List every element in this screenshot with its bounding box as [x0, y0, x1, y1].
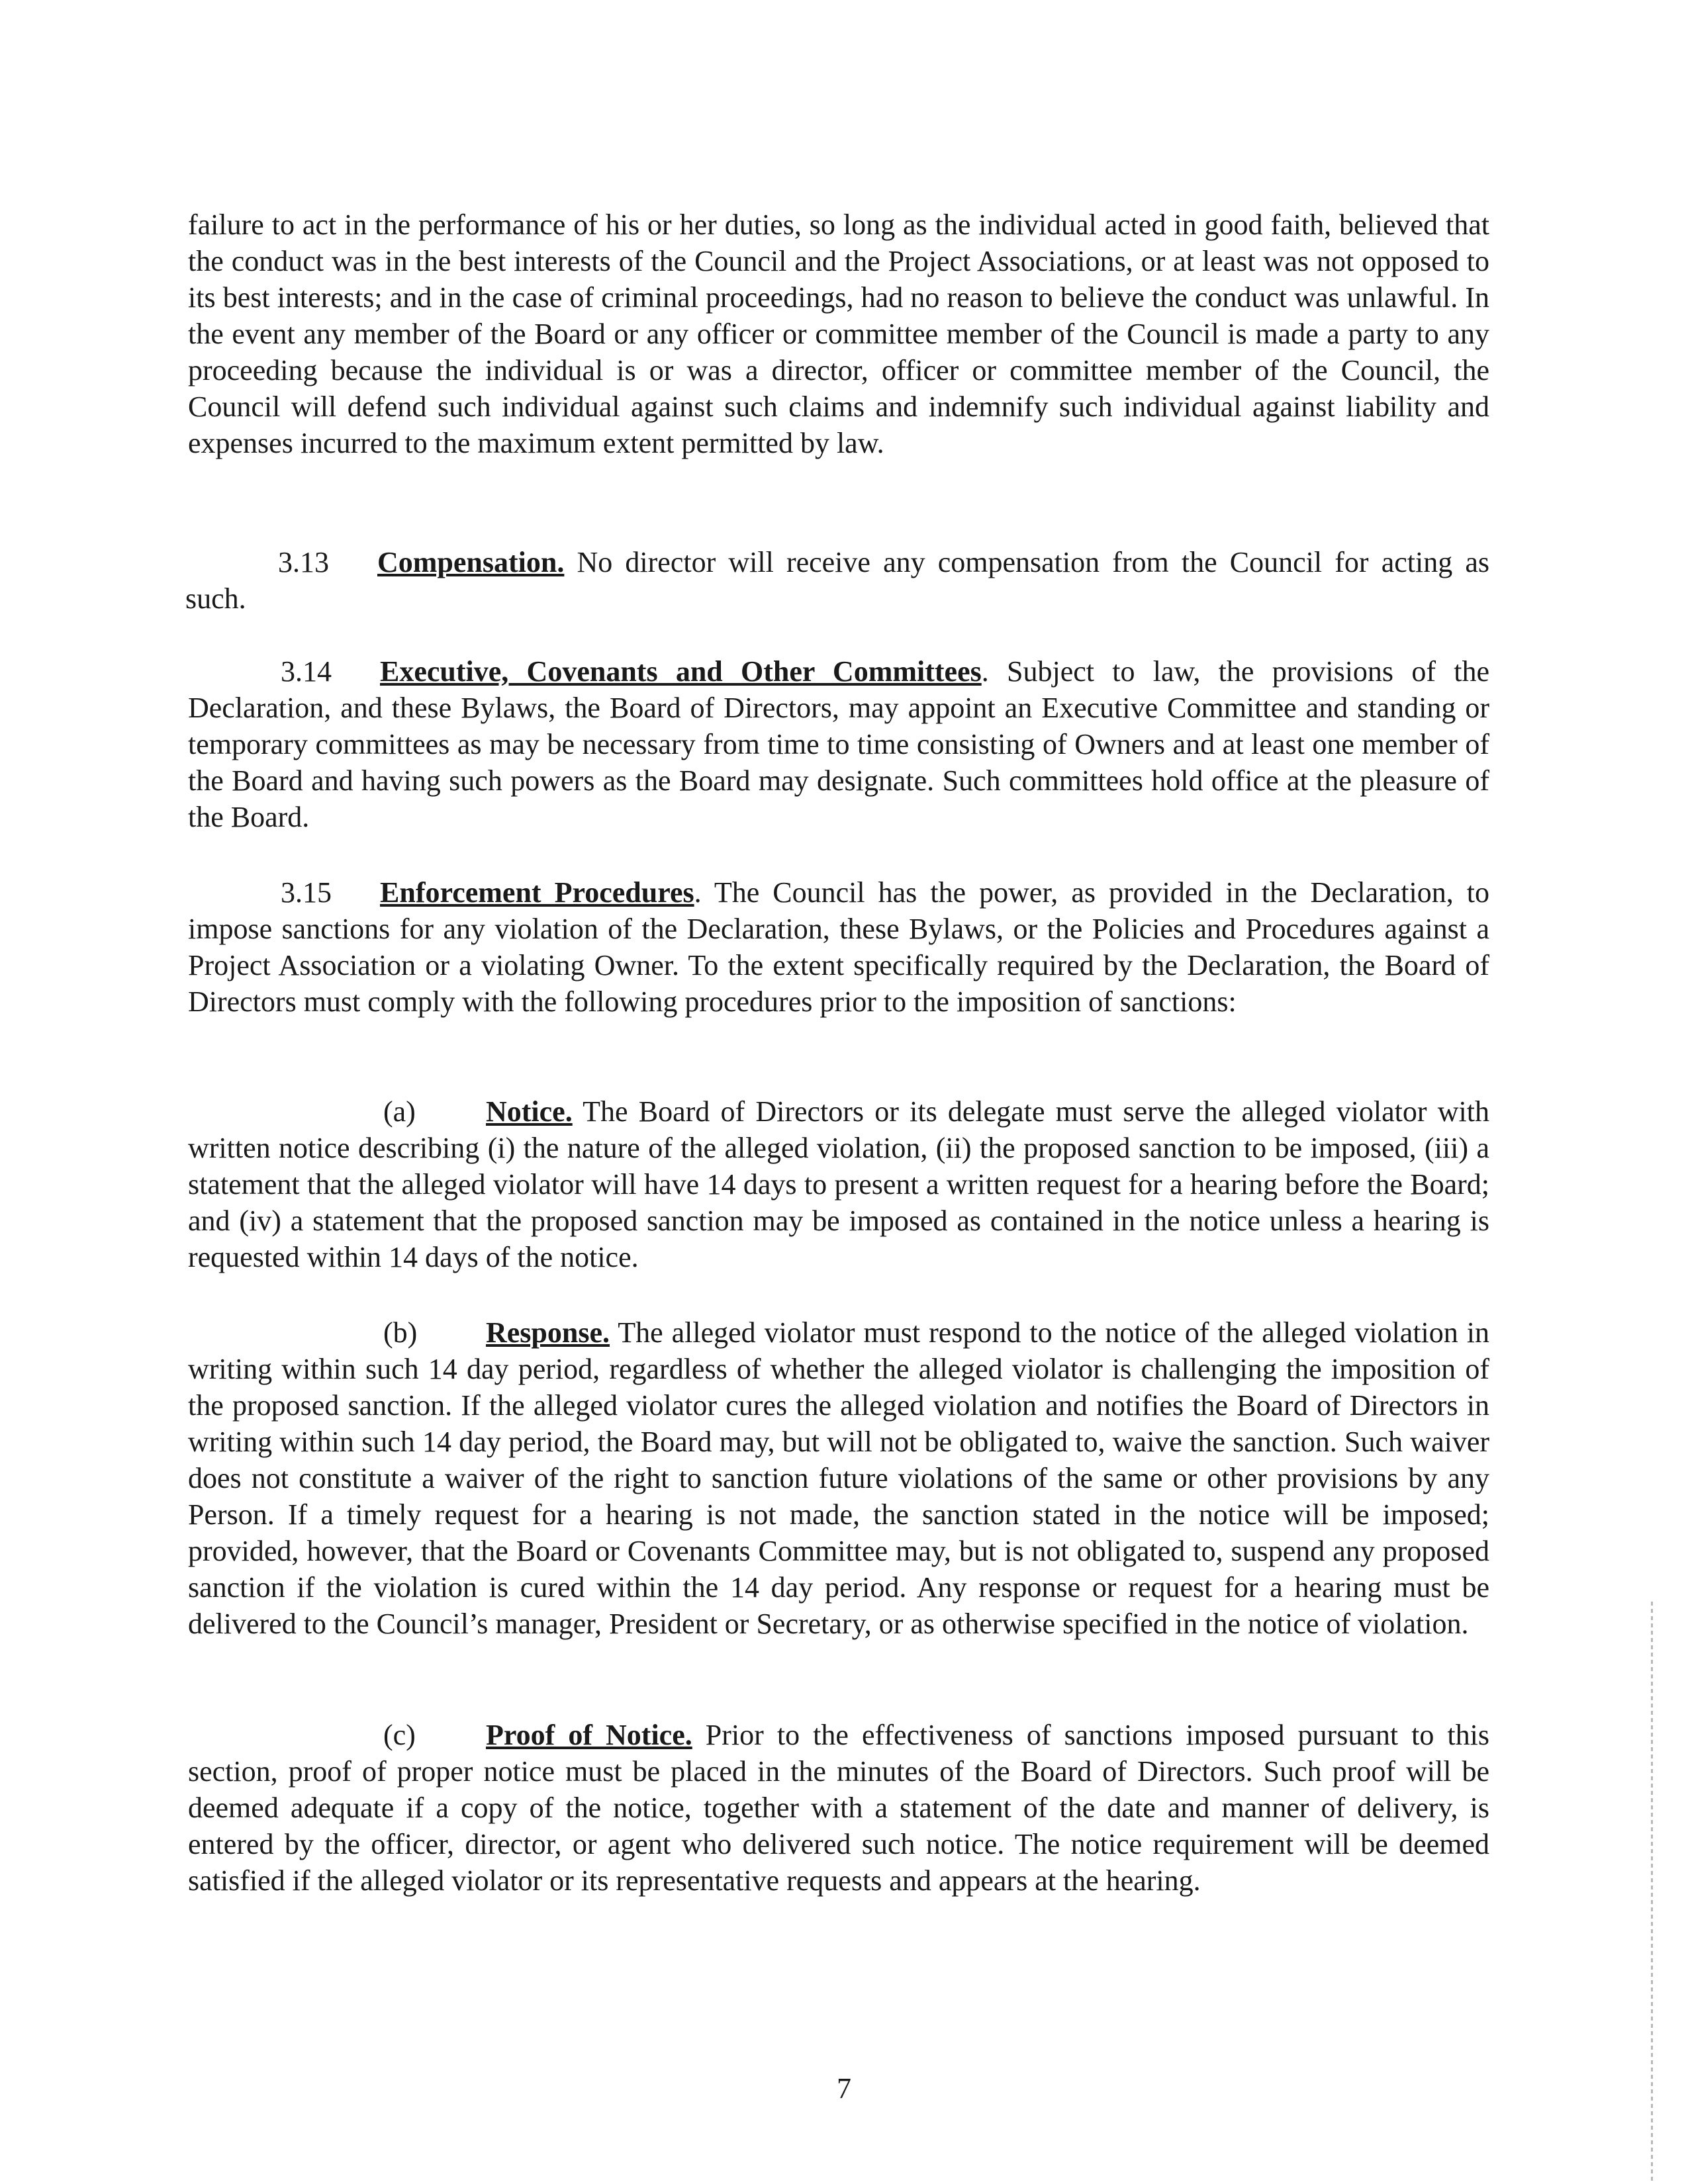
subsection-heading: Response. — [486, 1316, 610, 1349]
page-number: 7 — [837, 2072, 851, 2105]
section-text: . The Council has the power, as provided in the Declaration, to impose sanctions for any violation of the Declaration, these Bylaws, or the Policies and Procedures against a Project Association or a violating Owner. To the extent specifically required by the Declaration, the Board of Directors must comply with the following procedures prior to the imposition of sanctions: — [188, 876, 1489, 1018]
subsection-label: (b) — [383, 1316, 418, 1349]
paragraph-text: failure to act in the performance of his or her duties, so long as the individual acted in good faith, believed that the conduct was in the best interests of the Council and the Project Associations, or at least was not opposed to its best interests; and in the case of criminal proceedings, had no reason to believe the conduct was unlawful. In the event any member of the Board or any officer or committee member of the Council is made a party to any proceeding because the individual is or was a director, officer or committee member of the Council, the Council will defend such individual against such claims and indemnify such individual against liability and expenses incurred to the maximum extent permitted by law. — [188, 208, 1489, 459]
subsection-text: The alleged violator must respond to the notice of the alleged violation in writing within such 14 day period, regardless of whether the alleged violator is challenging the imposition of the proposed sanction. If the alleged violator cures the alleged violation and notifies the Board of Directors in writing within such 14 day period, the Board may, but will not be obligated to, waive the sanction. Such waiver does not constitute a waiver of the right to sanction future violations of the same or other provisions by any Person. If a timely request for a hearing is not made, the sanction stated in the notice will be imposed; provided, however, that the Board or Covenants Committee may, but is not obligated to, suspend any proposed sanction if the violation is cured within the 14 day period. Any response or request for a hearing must be delivered to the Council’s manager, President or Secretary, or as otherwise specified in the notice of violation. — [188, 1316, 1489, 1640]
section-number: 3.13 — [278, 546, 329, 578]
section-text: . Subject to law, the provisions of the Declaration, and these Bylaws, the Board of Directors, may appoint an Executive Committee and standing or temporary committees as may be necessary from time to time consisting of Owners and at least one member of the Board and having such powers as the Board may designate. Such committees hold office at the pleasure of the Board. — [188, 655, 1489, 833]
subsection-label: (c) — [383, 1719, 416, 1751]
paragraph-indemnification-continued — [188, 206, 1489, 461]
subsection-text: The Board of Directors or its delegate must serve the alleged violator with written notice describing (i) the nature of the alleged violation, (ii) the proposed sanction to be imposed, (iii) a statement that the alleged violator will have 14 days to present a written request for a hearing before the Board; and (iv) a statement that the proposed sanction may be imposed as contained in the notice unless a hearing is requested within 14 days of the notice. — [188, 1095, 1489, 1273]
subsection-label: (a) — [383, 1095, 416, 1128]
section-number: 3.14 — [281, 655, 332, 688]
section-heading: Executive, Covenants and Other Committees — [380, 655, 982, 688]
section-heading: Enforcement Procedures — [380, 876, 694, 909]
section-number: 3.15 — [281, 876, 332, 909]
section-text: No director will receive any compensation from the Council for acting as such. — [185, 546, 1489, 615]
subsection-c-proof-of-notice — [188, 1717, 1489, 1899]
subsection-heading: Notice. — [486, 1095, 573, 1128]
section-3-13 — [185, 544, 1489, 617]
subsection-text: Prior to the effectiveness of sanctions imposed pursuant to this section, proof of proper notice must be placed in the minutes of the Board of Directors. Such proof will be deemed adequate if a copy of the notice, together with a statement of the date and manner of delivery, is entered by the officer, director, or agent who delivered such notice. The notice requirement will be deemed satisfied if the alleged violator or its representative requests and appears at the hearing. — [188, 1719, 1489, 1897]
subsection-b-response — [188, 1314, 1489, 1642]
scan-edge-artifact — [1651, 1602, 1653, 2184]
section-heading: Compensation. — [377, 546, 565, 578]
section-3-14 — [188, 653, 1489, 835]
section-3-15 — [188, 874, 1489, 1020]
subsection-a-notice — [188, 1093, 1489, 1275]
subsection-heading: Proof of Notice. — [486, 1719, 692, 1751]
